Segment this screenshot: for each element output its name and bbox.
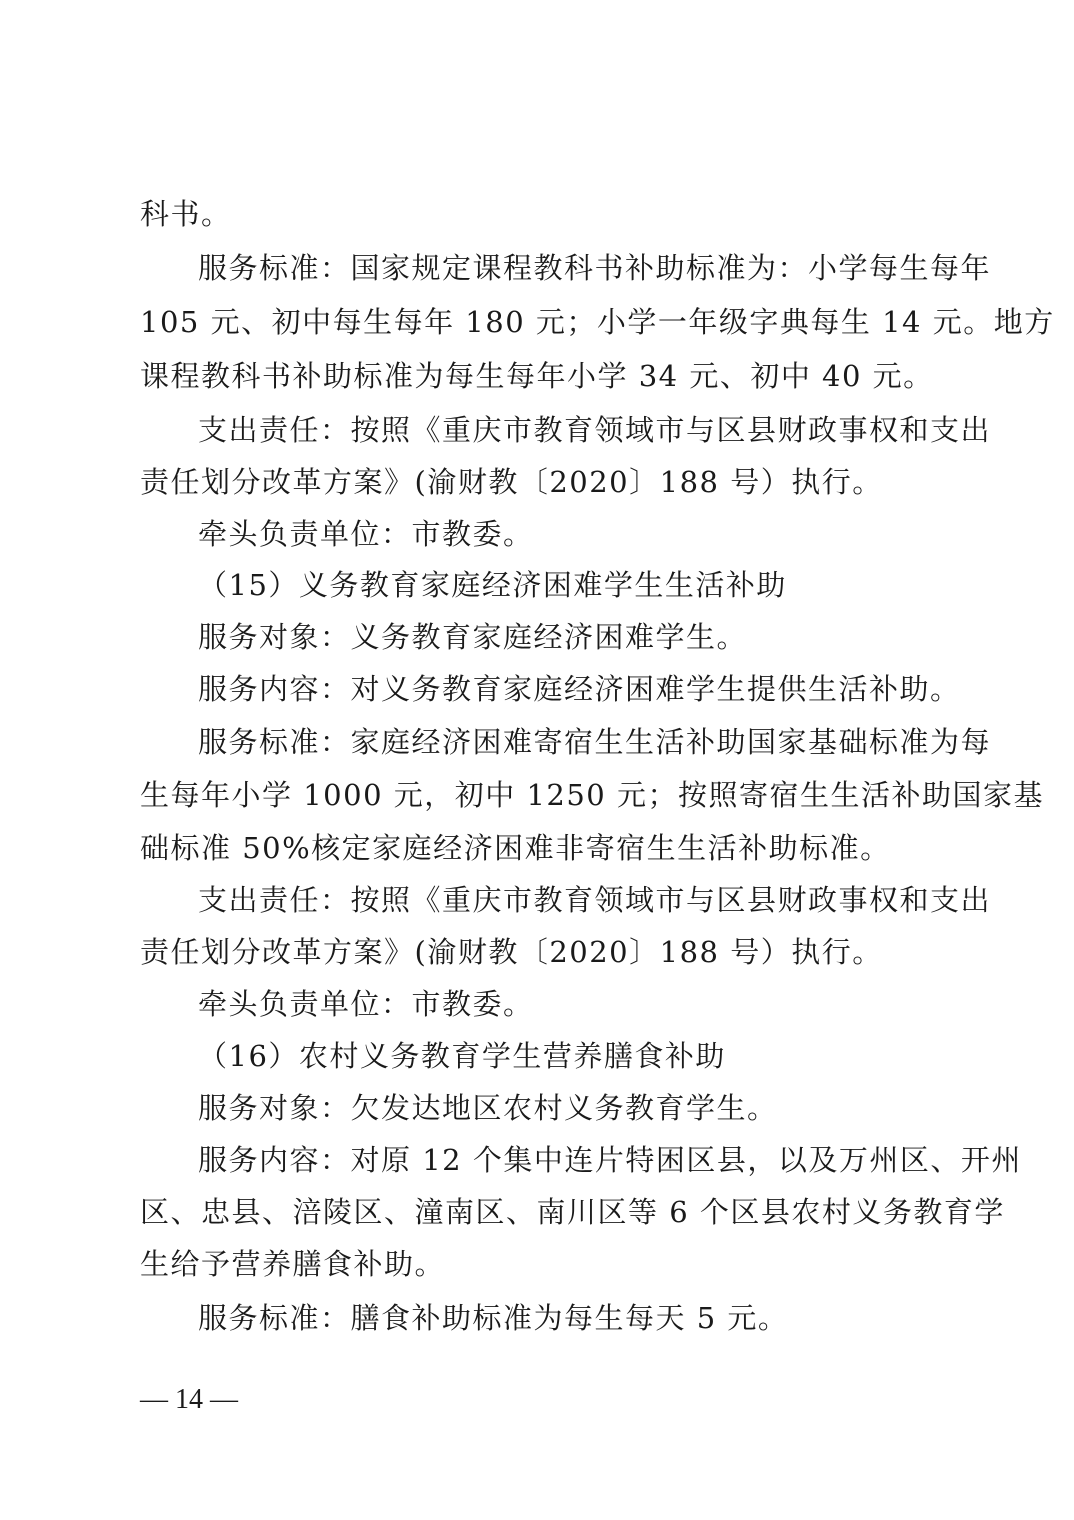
text-line-10: 服务内容：对义务教育家庭经济困难学生提供生活补助。: [198, 672, 961, 706]
section-heading-15: （15）义务教育家庭经济困难学生生活补助: [198, 568, 787, 602]
text-line-7: 牵头负责单位：市教委。: [198, 517, 534, 551]
text-line-6: 责任划分改革方案》(渝财教〔2020〕188 号）执行。: [140, 465, 883, 499]
text-line-4: 课程教科书补助标准为每生每年小学 34 元、初中 40 元。: [140, 359, 934, 393]
text-line-11: 服务标准：家庭经济困难寄宿生生活补助国家基础标准为每: [198, 725, 992, 759]
text-line-15: 责任划分改革方案》(渝财教〔2020〕188 号）执行。: [140, 935, 883, 969]
text-line-18: 服务对象：欠发达地区农村义务教育学生。: [198, 1091, 778, 1125]
text-line-13: 础标准 50%核定家庭经济困难非寄宿生生活补助标准。: [140, 831, 891, 865]
text-line-19: 服务内容：对原 12 个集中连片特困区县，以及万州区、开州: [198, 1143, 1022, 1177]
page-number: — 14 —: [140, 1384, 238, 1415]
text-line-21: 生给予营养膳食补助。: [140, 1247, 446, 1281]
text-line-20: 区、忠县、涪陵区、潼南区、南川区等 6 个区县农村义务教育学: [140, 1195, 1005, 1229]
text-line-5: 支出责任：按照《重庆市教育领域市与区县财政事权和支出: [198, 413, 992, 447]
text-line-14: 支出责任：按照《重庆市教育领域市与区县财政事权和支出: [198, 883, 992, 917]
text-line-9: 服务对象：义务教育家庭经济困难学生。: [198, 620, 748, 654]
section-heading-16: （16）农村义务教育学生营养膳食补助: [198, 1039, 726, 1073]
text-line-12: 生每年小学 1000 元，初中 1250 元；按照寄宿生生活补助国家基: [140, 778, 1044, 812]
text-line-16: 牵头负责单位：市教委。: [198, 987, 534, 1021]
text-line-3: 105 元、初中每生每年 180 元；小学一年级字典每生 14 元。地方: [140, 305, 1055, 339]
text-line-2: 服务标准：国家规定课程教科书补助标准为：小学每生每年: [198, 251, 992, 285]
text-line-1: 科书。: [140, 197, 232, 231]
text-line-22: 服务标准：膳食补助标准为每生每天 5 元。: [198, 1301, 789, 1335]
